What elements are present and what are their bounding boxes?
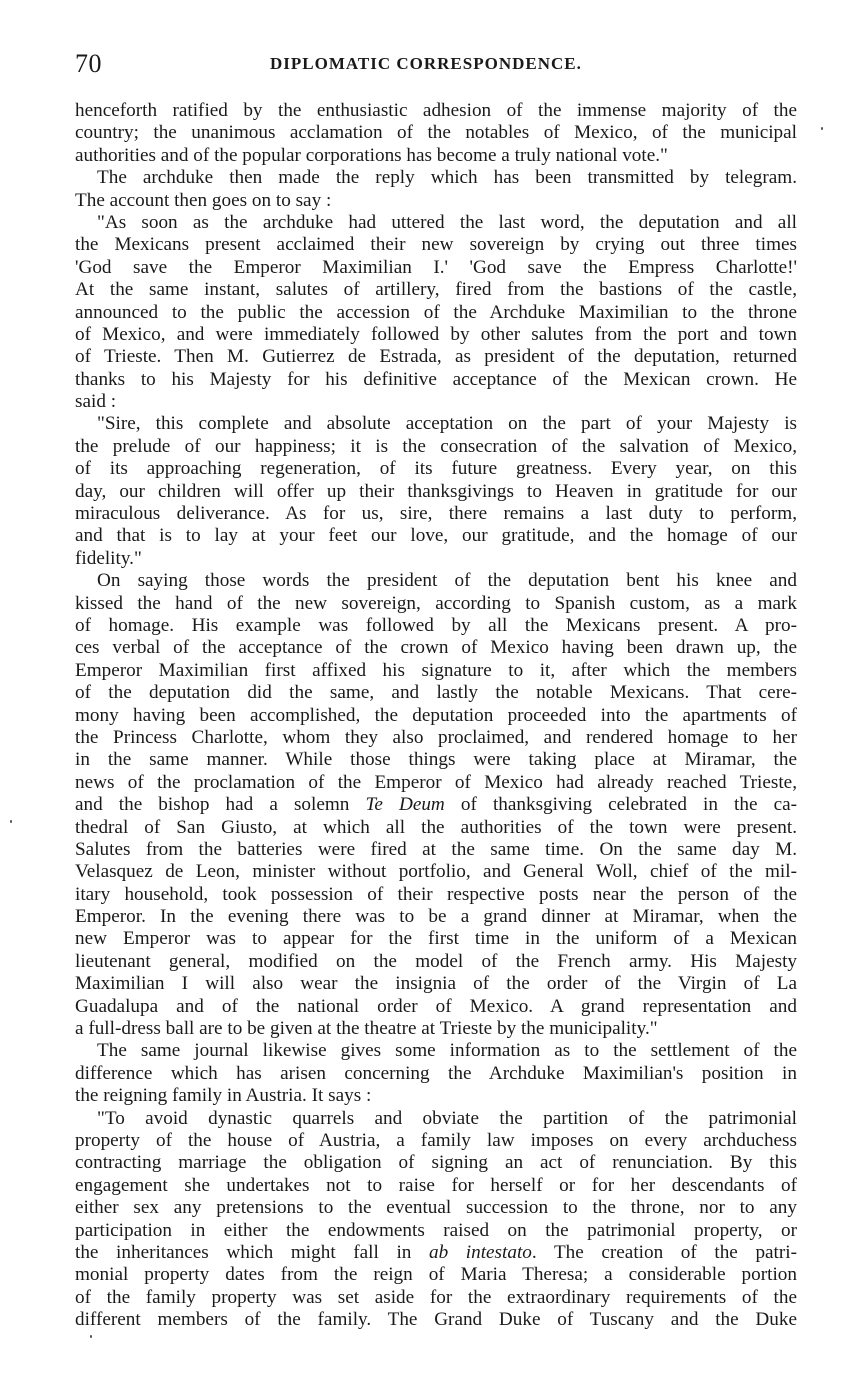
text-line: in the same manner. While those things were taking place at Miramar, the bbox=[75, 749, 797, 771]
text-line: of Trieste. Then M. Gutierrez de Estrada, as president of the deputation, returned bbox=[75, 346, 797, 368]
italic-phrase: Te Deum bbox=[365, 794, 445, 816]
text-line: engagement she undertakes not to raise for herself or for her descendants of bbox=[75, 1174, 797, 1196]
text-line: of the deputation did the same, and lastly the notable Mexicans. That cere- bbox=[75, 682, 797, 704]
text-line: monial property dates from the reign of Maria Theresa; a considerable portion bbox=[75, 1264, 797, 1286]
text-line: either sex any pretensions to the eventual succession to the throne, nor to any bbox=[75, 1197, 797, 1219]
stray-mark bbox=[821, 127, 823, 130]
running-head bbox=[75, 48, 797, 80]
text-line: "As soon as the archduke had uttered the last word, the deputation and all bbox=[97, 211, 797, 233]
text-line: the Mexicans present acclaimed their new sovereign by crying out three times bbox=[75, 234, 797, 256]
text-line: announced to the public the accession of the Archduke Maximilian to the throne bbox=[75, 301, 797, 323]
text-line: ces verbal of the acceptance of the crown of Mexico having been drawn up, the bbox=[75, 637, 797, 659]
text-line: the reigning family in Austria. It says : bbox=[75, 1085, 372, 1107]
text-line: Emperor Maximilian first affixed his signature to it, after which the members bbox=[75, 659, 797, 681]
text-line: "Sire, this complete and absolute acceptation on the part of your Majesty is bbox=[97, 413, 797, 435]
text-line: contracting marriage the obligation of signing an act of renunciation. By this bbox=[75, 1152, 797, 1174]
text-line: henceforth ratified by the enthusiastic adhesion of the immense majority of the bbox=[75, 100, 797, 121]
text-line: new Emperor was to appear for the first time in the uniform of a Mexican bbox=[75, 928, 797, 950]
text-line: different members of the family. The Grand Duke of Tuscany and the Duke bbox=[75, 1309, 797, 1331]
text-line: "To avoid dynastic quarrels and obviate the partition of the patrimonial bbox=[97, 1107, 797, 1129]
text-line: miraculous deliverance. As for us, sire, there remains a last duty to perform, bbox=[75, 503, 797, 525]
text-line: Maximilian I will also wear the insignia of the order of the Virgin of La bbox=[75, 973, 797, 995]
text-line: 'God save the Emperor Maximilian I.' 'God save the Empress Charlotte!' bbox=[75, 256, 797, 278]
text-line: The account then goes on to say : bbox=[75, 189, 332, 211]
text-line: the prelude of our happiness; it is the consecration of the salvation of Mexico, bbox=[75, 435, 797, 457]
text-line: At the same instant, salutes of artillery, fired from the bastions of the castle, bbox=[75, 279, 797, 301]
text-line: lieutenant general, modified on the model of the French army. His Majesty bbox=[75, 950, 797, 972]
text-line: authorities and of the popular corporations has become a truly national vote." bbox=[75, 144, 668, 166]
text-line: thedral of San Giusto, at which all the authorities of the town were present. bbox=[75, 816, 797, 838]
stray-mark bbox=[10, 820, 12, 823]
body-text bbox=[75, 100, 797, 1331]
text-line: mony having been accomplished, the deputation proceeded into the apartments of bbox=[75, 704, 797, 726]
text-line: a full-dress ball are to be given at the theatre at Trieste by the municipality." bbox=[75, 1018, 658, 1040]
text-line: Emperor. In the evening there was to be a grand dinner at Miramar, when the bbox=[75, 906, 797, 928]
text-line: of its approaching regeneration, of its future greatness. Every year, on this bbox=[75, 458, 797, 480]
italic-phrase: ab intestato bbox=[428, 1241, 532, 1263]
text-line: Velasquez de Leon, minister without portfolio, and General Woll, chief of the mil- bbox=[75, 861, 797, 883]
text-line: difference which has arisen concerning the Archduke Maximilian's position in bbox=[75, 1062, 797, 1084]
text-line: thanks to his Majesty for his definitive acceptance of the Mexican crown. He bbox=[75, 368, 797, 390]
text-line: country; the unanimous acclamation of the notables of Mexico, of the municipal bbox=[75, 122, 797, 144]
stray-mark bbox=[90, 1335, 92, 1338]
text-line: participation in either the endowments raised on the patrimonial property, or bbox=[75, 1219, 797, 1241]
text-line: itary household, took possession of their respective posts near the person of the bbox=[75, 883, 797, 905]
text-line: of Mexico, and were immediately followed by other salutes from the port and town bbox=[75, 323, 797, 345]
page-number: 70 bbox=[75, 49, 102, 78]
text-line: said : bbox=[75, 391, 117, 413]
text-line: news of the proclamation of the Emperor of Mexico had already reached Trieste, bbox=[75, 771, 797, 793]
text-line: The archduke then made the reply which has been transmitted by telegram. bbox=[97, 167, 797, 189]
text-line: The same journal likewise gives some information as to the settlement of the bbox=[97, 1040, 797, 1062]
text-line: and that is to lay at your feet our love, our gratitude, and the homage of our bbox=[75, 525, 797, 547]
text-line: property of the house of Austria, a family law imposes on every archduchess bbox=[75, 1129, 797, 1151]
text-line: Salutes from the batteries were fired at the same time. On the same day M. bbox=[75, 838, 797, 860]
text-line: On saying those words the president of the deputation bent his knee and bbox=[97, 570, 797, 592]
running-title: DIPLOMATIC CORRESPONDENCE. bbox=[270, 54, 582, 73]
text-line: the Princess Charlotte, whom they also proclaimed, and rendered homage to her bbox=[75, 726, 797, 748]
text-line: the inheritances which might fall in ab intestato. The creation of the patri- bbox=[75, 1241, 797, 1263]
text-line: kissed the hand of the new sovereign, according to Spanish custom, as a mark bbox=[75, 592, 797, 614]
text-line: and the bishop had a solemn Te Deum of thanksgiving celebrated in the ca- bbox=[75, 794, 798, 816]
text-line: day, our children will offer up their thanksgivings to Heaven in gratitude for our bbox=[75, 480, 797, 502]
text-line: Guadalupa and of the national order of Mexico. A grand representation and bbox=[75, 995, 797, 1017]
text-line: of homage. His example was followed by all the Mexicans present. A pro- bbox=[75, 614, 797, 636]
text-line: of the family property was set aside for the extraordinary requirements of the bbox=[75, 1286, 797, 1308]
text-line: fidelity." bbox=[75, 547, 142, 569]
